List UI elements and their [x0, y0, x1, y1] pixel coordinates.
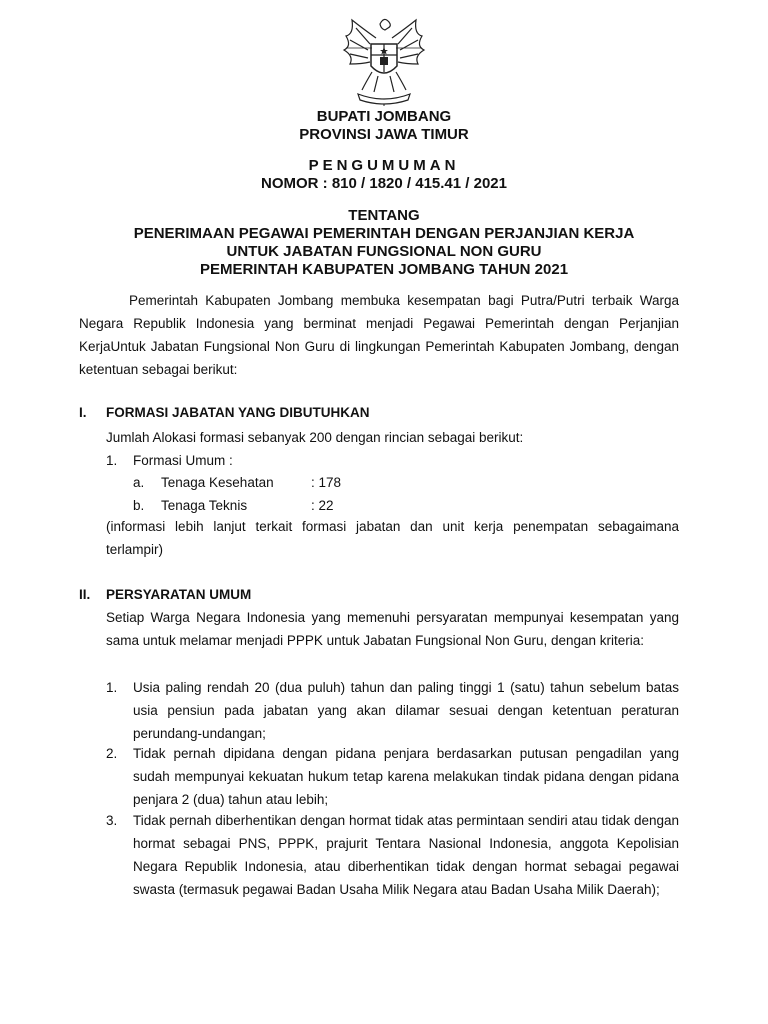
requirement-2-number: 2. — [106, 746, 118, 761]
requirement-3-text: Tidak pernah diberhentikan dengan hormat tidak atas permintaan sendiri atau tidak dengan hormat sebagai PNS, PPPK, prajurit Tentara Nasional Indonesia, anggota Kepolisian Negara Republik Indonesia, atau diberhentikan tidak dengan hormat sebagai pegawai swasta (termasuk pegawai Badan Usaha Milik Negara atau Badan Usaha Milik Daerah); — [133, 813, 679, 897]
section-2-title: PERSYARATAN UMUM — [106, 587, 252, 602]
requirement-3-number: 3. — [106, 813, 118, 828]
intro-paragraph: Pemerintah Kabupaten Jombang membuka kesempatan bagi Putra/Putri terbaik Warga Negara Republik Indonesia yang berminat menjadi Pegawai Pemerintah dengan Perjanjian KerjaUntuk Jabatan Fungsional Non Guru di lingkungan Pemerintah Kabupaten Jombang, dengan ketentuan sebagai berikut: — [79, 293, 679, 377]
subject-line-3: PEMERINTAH KABUPATEN JOMBANG TAHUN 2021 — [199, 261, 569, 278]
subitem-a-value: : 178 — [311, 475, 342, 490]
letterhead — [0, 108, 768, 144]
subitem-b-value: : 22 — [311, 498, 334, 513]
document-number: NOMOR : 810 / 1820 / 415.41 / 2021 — [261, 175, 507, 192]
subitem-a-label: Tenaga Kesehatan — [161, 475, 274, 490]
requirement-2-text: Tidak pernah dipidana dengan pidana penjara berdasarkan putusan pengadilan yang sudah mempunyai kekuatan hukum tetap karena melakukan tindak pidana dengan pidana penjara 2 (dua) tahun atau lebih; — [133, 746, 679, 807]
section-2-number: II. — [79, 587, 91, 602]
section-1-lead: Jumlah Alokasi formasi sebanyak 200 dengan rincian sebagai berikut: — [106, 430, 524, 445]
section-1-item-number: 1. — [106, 453, 118, 468]
office-title: BUPATI JOMBANG — [316, 108, 452, 125]
section-1-title: FORMASI JABATAN YANG DIBUTUHKAN — [106, 405, 370, 420]
subject-heading — [0, 207, 768, 279]
garuda-emblem-icon — [336, 14, 432, 106]
document-type: PENGUMUMAN — [308, 157, 460, 174]
section-1-number: I. — [79, 405, 87, 420]
subitem-a-number: a. — [133, 475, 145, 490]
province-title: PROVINSI JAWA TIMUR — [299, 126, 469, 143]
subitem-b-label: Tenaga Teknis — [161, 498, 248, 513]
section-1-note: (informasi lebih lanjut terkait formasi jabatan dan unit kerja penempatan sebagaimana terlampir) — [106, 519, 679, 557]
requirement-1-text: Usia paling rendah 20 (dua puluh) tahun dan paling tinggi 1 (satu) tahun sebelum batas usia pensiun pada jabatan yang akan dilamar sesuai dengan ketentuan peraturan perundang-undangan; — [133, 680, 679, 741]
announcement-heading — [0, 157, 768, 193]
section-1-item-label: Formasi Umum : — [133, 453, 233, 468]
section-2-lead: Setiap Warga Negara Indonesia yang memenuhi persyaratan mempunyai kesempatan yang sama untuk melamar menjadi PPPK untuk Jabatan Fungsional Non Guru, dengan kriteria: — [106, 610, 679, 648]
tentang-label: TENTANG — [348, 207, 420, 224]
subject-line-1: PENERIMAAN PEGAWAI PEMERINTAH DENGAN PERJANJIAN KERJA — [133, 225, 635, 242]
subject-line-2: UNTUK JABATAN FUNGSIONAL NON GURU — [226, 243, 542, 260]
subitem-b-number: b. — [133, 498, 145, 513]
requirement-1-number: 1. — [106, 680, 118, 695]
